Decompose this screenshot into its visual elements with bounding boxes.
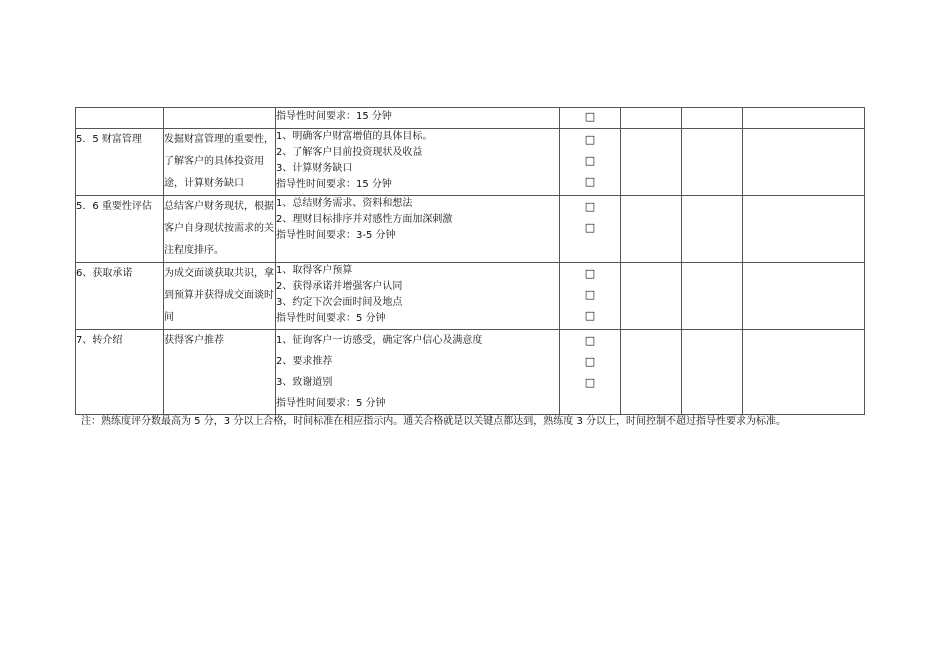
purpose-cell — [164, 263, 276, 330]
purpose-line: 客户自身现状按需求的关 — [164, 223, 274, 234]
content-line: 1、征询客户一访感受，确定客户信心及满意度 — [276, 335, 483, 346]
stage-cell — [76, 108, 164, 129]
checkbox[interactable]: □ — [584, 133, 596, 146]
remark-cell — [743, 129, 865, 196]
score-cell — [682, 263, 743, 330]
checkbox[interactable]: □ — [584, 200, 596, 213]
content-line: 指导性时间要求：5 分钟 — [276, 313, 386, 324]
checkbox[interactable]: □ — [584, 334, 596, 347]
remark-cell — [743, 108, 865, 129]
checkbox[interactable]: □ — [584, 288, 596, 301]
content-line: 3、计算财务缺口 — [276, 163, 353, 174]
score-cell — [682, 330, 743, 415]
checkbox[interactable]: □ — [584, 175, 596, 188]
content-line: 2、了解客户目前投资现状及收益 — [276, 147, 423, 158]
check-cell — [560, 196, 621, 263]
score-cell — [621, 263, 682, 330]
table-row — [76, 330, 865, 415]
stage-cell — [76, 263, 164, 330]
content-line: 1、总结财务需求、资料和想法 — [276, 198, 413, 209]
check-cell — [560, 263, 621, 330]
stage-label: 5．5 财富管理 — [76, 134, 142, 145]
check-cell — [560, 330, 621, 415]
content-line: 指导性时间要求：5 分钟 — [276, 398, 386, 409]
content-line: 1、取得客户预算 — [276, 265, 353, 276]
content-line: 指导性时间要求：15 分钟 — [276, 179, 392, 190]
checkbox[interactable]: □ — [584, 110, 596, 123]
purpose-cell — [164, 330, 276, 415]
stage-cell — [76, 196, 164, 263]
content-line: 3、致谢道别 — [276, 377, 333, 388]
purpose-line: 途，计算财务缺口 — [164, 178, 244, 189]
content-cell — [276, 330, 560, 415]
score-cell — [621, 330, 682, 415]
score-cell — [621, 108, 682, 129]
content-line: 2、获得承诺并增强客户认同 — [276, 281, 403, 292]
stage-label: 5．6 重要性评估 — [76, 201, 152, 212]
checkbox[interactable]: □ — [584, 355, 596, 368]
table-row — [76, 196, 865, 263]
score-cell — [682, 108, 743, 129]
checkbox[interactable]: □ — [584, 267, 596, 280]
checkbox[interactable]: □ — [584, 309, 596, 322]
content-line: 指导性时间要求：15 分钟 — [276, 111, 392, 122]
footnote: 注：熟练度评分数最高为 5 分，3 分以上合格，时间标准在相应指示内。通关合格就是以关键点都达到，熟练度 3 分以上，时间控制不超过指导性要求为标准。 — [81, 416, 786, 427]
purpose-cell — [164, 129, 276, 196]
evaluation-table — [75, 107, 865, 415]
purpose-line: 总结客户财务现状，根据 — [164, 201, 274, 212]
remark-cell — [743, 196, 865, 263]
checkbox[interactable]: □ — [584, 376, 596, 389]
purpose-cell — [164, 196, 276, 263]
score-cell — [621, 196, 682, 263]
purpose-line: 发掘财富管理的重要性， — [164, 134, 274, 145]
checkbox[interactable]: □ — [584, 221, 596, 234]
content-line: 2、要求推荐 — [276, 356, 333, 367]
table-row — [76, 108, 865, 129]
stage-label: 6、获取承诺 — [76, 268, 133, 279]
remark-cell — [743, 263, 865, 330]
content-cell — [276, 263, 560, 330]
table-row — [76, 263, 865, 330]
table-row — [76, 129, 865, 196]
purpose-line: 间 — [164, 312, 174, 323]
checkbox[interactable]: □ — [584, 154, 596, 167]
content-line: 2、理财目标排序并对感性方面加深刺激 — [276, 214, 453, 225]
stage-label: 7、转介绍 — [76, 335, 123, 346]
purpose-line: 了解客户的具体投资用 — [164, 156, 264, 167]
content-line: 指导性时间要求：3-5 分钟 — [276, 230, 396, 241]
check-cell — [560, 129, 621, 196]
score-cell — [621, 129, 682, 196]
purpose-cell — [164, 108, 276, 129]
content-cell — [276, 108, 560, 129]
score-cell — [682, 129, 743, 196]
content-line: 1、明确客户财富增值的具体目标。 — [276, 131, 433, 142]
content-cell — [276, 129, 560, 196]
purpose-line: 获得客户推荐 — [164, 335, 224, 346]
stage-cell — [76, 330, 164, 415]
stage-cell — [76, 129, 164, 196]
purpose-line: 到预算并获得成交面谈时 — [164, 290, 274, 301]
content-cell — [276, 196, 560, 263]
score-cell — [682, 196, 743, 263]
content-line: 3、约定下次会面时间及地点 — [276, 297, 403, 308]
check-cell — [560, 108, 621, 129]
purpose-line: 注程度排序。 — [164, 245, 224, 256]
purpose-line: 为成交面谈获取共识，拿 — [164, 268, 274, 279]
remark-cell — [743, 330, 865, 415]
